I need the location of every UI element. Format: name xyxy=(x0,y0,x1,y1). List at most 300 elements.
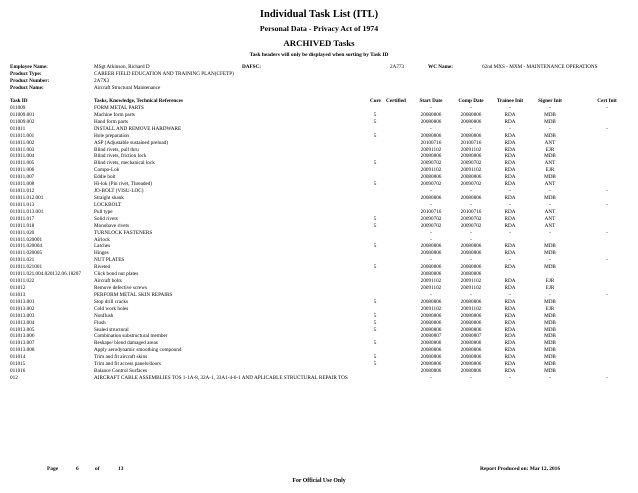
signer-init-cell: - xyxy=(549,125,551,132)
report-produced-date: Report Produced on: Mar 12, 2016 xyxy=(480,466,561,472)
task-name-cell: Trim and fit aircraft skins xyxy=(94,354,148,361)
trainee-init-cell: - xyxy=(509,188,511,195)
start-date-cell: 20100716 xyxy=(420,139,442,146)
product-name-value: Aircraft Structural Maintenance xyxy=(94,84,161,91)
task-name-cell: Blind rivets, friction lock xyxy=(94,153,147,160)
start-date-cell: - xyxy=(430,374,432,381)
official-use-notice: For Official Use Only xyxy=(292,478,346,484)
task-name-cell: Eddie bolt xyxy=(94,174,116,181)
trainee-init-cell: RDA xyxy=(504,222,516,229)
trainee-init-cell: RDA xyxy=(504,132,516,139)
core-cell: 5 xyxy=(373,319,377,326)
comp-date-cell: - xyxy=(470,188,472,195)
comp-date-cell: 20080806 xyxy=(460,194,482,201)
sort-note: Task headers will only be displayed when sorting by Task ID xyxy=(249,52,389,58)
task-name-cell: AIRCRAFT CABLE ASSEMBLIES TOS 1-1A-8, 32A-1, 33A1-4-6-1 AND APLICABLE STRUCTURAL REPAIR TOS xyxy=(94,374,348,381)
table-row xyxy=(10,188,632,195)
table-row xyxy=(10,285,632,292)
comp-date-cell: 20080806 xyxy=(460,368,482,375)
table-row xyxy=(10,257,632,264)
core-cell: 5 xyxy=(373,132,377,139)
task-id-cell: 011011.004 xyxy=(10,153,35,160)
signer-init-cell: - xyxy=(549,291,551,298)
task-name-cell: INSTALL AND REMOVE HARDWARE xyxy=(94,125,182,132)
core-cell: 5 xyxy=(373,222,377,229)
comp-date-cell: 20080806 xyxy=(460,319,482,326)
task-id-cell: 011011.022 xyxy=(10,278,35,285)
afsc-label: DAFSC: xyxy=(242,64,262,70)
signer-init-cell: MDB xyxy=(544,250,556,257)
task-name-cell: Remove defective screws xyxy=(94,284,148,291)
comp-date-cell: - xyxy=(470,229,472,236)
product-type-row xyxy=(10,71,632,78)
signer-init-cell: EJR xyxy=(545,146,555,153)
start-date-cell: 20080806 xyxy=(420,174,442,181)
col-cert-init[interactable]: Cert Init xyxy=(597,98,617,104)
table-row xyxy=(10,250,632,257)
table-row xyxy=(10,271,632,278)
task-name-cell: LOCKBOLT xyxy=(94,201,122,208)
core-cell: 5 xyxy=(373,298,377,305)
task-name-cell: Hand form parts xyxy=(94,118,128,125)
signer-init-cell: - xyxy=(549,257,551,264)
start-date-cell: 20080806 xyxy=(420,153,442,160)
core-cell: 5 xyxy=(373,181,377,188)
signer-init-cell: ANT xyxy=(544,208,556,215)
comp-date-cell: 20100716 xyxy=(460,139,482,146)
page-label: Page xyxy=(47,466,59,472)
comp-date-cell: - xyxy=(470,291,472,298)
task-name-cell: Stop drill cracks xyxy=(94,298,128,305)
start-date-cell: 20090702 xyxy=(420,181,442,188)
task-name-cell: Hi-lok (Pin rivet, Threaded) xyxy=(94,181,153,188)
trainee-init-cell: RDA xyxy=(504,243,516,250)
wc-value: 62nd MXS - MXM - MAINTENANCE OPERATIONS xyxy=(482,64,598,70)
cert-init-cell: - xyxy=(606,257,608,264)
task-id-cell: 011011.003 xyxy=(10,146,35,153)
table-row xyxy=(10,264,632,271)
comp-date-cell: 20080806 xyxy=(460,271,482,278)
trainee-init-cell: RDA xyxy=(504,326,516,333)
task-id-cell: 011011.018 xyxy=(10,222,35,229)
core-cell: 5 xyxy=(373,361,377,368)
start-date-cell: 20080806 xyxy=(420,347,442,354)
comp-date-cell: 20091102 xyxy=(460,305,482,312)
table-row xyxy=(10,237,632,244)
trainee-init-cell: RDA xyxy=(504,264,516,271)
start-date-cell: 20080806 xyxy=(420,132,442,139)
task-id-cell: 011012 xyxy=(10,284,26,291)
task-id-cell: 011016 xyxy=(10,368,26,375)
table-row xyxy=(10,216,632,223)
product-name-label: Product Name: xyxy=(10,84,44,91)
signer-init-cell: MDB xyxy=(544,243,556,250)
start-date-cell: - xyxy=(430,236,432,243)
employee-value: MSgt Atkinson, Richard D xyxy=(94,64,150,70)
start-date-cell: 20091102 xyxy=(420,305,442,312)
table-row xyxy=(10,333,632,340)
core-cell: 5 xyxy=(373,111,377,118)
task-name-cell: Latches xyxy=(94,243,111,250)
task-name-cell: Solid rivets xyxy=(94,215,118,222)
task-id-cell: 011009.002 xyxy=(10,118,35,125)
trainee-init-cell: - xyxy=(509,201,511,208)
comp-date-cell: 20090702 xyxy=(460,215,482,222)
task-id-cell: 011011.020 xyxy=(10,229,35,236)
comp-date-cell: 20080806 xyxy=(460,340,482,347)
task-name-cell: FORM METAL PARTS xyxy=(94,105,144,111)
product-name-row xyxy=(10,85,632,92)
task-id-cell: 011011.020005 xyxy=(10,250,43,257)
comp-date-cell: 20080806 xyxy=(460,174,482,181)
start-date-cell: - xyxy=(430,188,432,195)
trainee-init-cell: RDA xyxy=(504,354,516,361)
trainee-init-cell: RDA xyxy=(504,181,516,188)
comp-date-cell: 20080806 xyxy=(460,326,482,333)
table-row xyxy=(10,306,632,313)
comp-date-cell: - xyxy=(470,374,472,381)
task-name-cell: Pull type xyxy=(94,208,113,215)
signer-init-cell: EJR xyxy=(545,167,555,174)
table-row xyxy=(10,243,632,250)
task-id-cell: 012 xyxy=(10,374,18,381)
table-row xyxy=(10,375,632,382)
task-id-cell: 011013.002 xyxy=(10,305,35,312)
task-name-cell: Blind rivets, pull thru xyxy=(94,146,139,153)
signer-init-cell: ANT xyxy=(544,139,556,146)
signer-init-cell: MDB xyxy=(544,194,556,201)
task-name-cell: Aircraft bolts xyxy=(94,278,122,285)
comp-date-cell: 20080806 xyxy=(460,347,482,354)
signer-init-cell: MDB xyxy=(544,111,556,118)
trainee-init-cell: - xyxy=(509,291,511,298)
trainee-init-cell: RDA xyxy=(504,361,516,368)
table-row xyxy=(10,202,632,209)
task-id-cell: 011011.017 xyxy=(10,215,35,222)
signer-init-cell: MDB xyxy=(544,264,556,271)
table-row xyxy=(10,119,632,126)
task-name-cell: Nonflush xyxy=(94,312,114,319)
trainee-init-cell: - xyxy=(509,257,511,264)
signer-init-cell: MDB xyxy=(544,326,556,333)
task-id-cell: 011011.021 xyxy=(10,257,35,264)
cert-init-cell: - xyxy=(606,229,608,236)
table-row xyxy=(10,112,632,119)
task-name-cell: Combination substructural member xyxy=(94,333,168,340)
start-date-cell: 20080806 xyxy=(420,354,442,361)
page-number: 6 xyxy=(76,466,79,472)
comp-date-cell: 20090702 xyxy=(460,181,482,188)
report-title: Individual Task List (ITL) xyxy=(259,9,379,20)
product-type-value: CAREER FIELD EDUCATION AND TRAINING PLAN(CFETP) xyxy=(94,70,234,77)
comp-date-cell: 20090702 xyxy=(460,222,482,229)
col-task-id[interactable]: Task ID xyxy=(10,98,28,104)
trainee-init-cell: RDA xyxy=(504,333,516,340)
start-date-cell: 20091102 xyxy=(420,284,442,291)
cert-init-cell: - xyxy=(606,201,608,208)
signer-init-cell: MDB xyxy=(544,153,556,160)
trainee-init-cell: RDA xyxy=(504,368,516,375)
cert-init-cell: - xyxy=(606,125,608,132)
task-id-cell: 011011.007 xyxy=(10,174,35,181)
start-date-cell: 20080806 xyxy=(420,250,442,257)
task-name-cell: Straight shank xyxy=(94,194,124,201)
privacy-notice: Personal Data - Privacy Act of 1974 xyxy=(259,24,379,33)
task-name-cell: Trim and fit access panels/doors xyxy=(94,361,161,368)
trainee-init-cell: RDA xyxy=(504,139,516,146)
col-trainee-init[interactable]: Trainee Init xyxy=(496,98,524,104)
table-row xyxy=(10,320,632,327)
table-row xyxy=(10,133,632,140)
signer-init-cell: - xyxy=(549,201,551,208)
trainee-init-cell: RDA xyxy=(504,347,516,354)
start-date-cell: 20091102 xyxy=(420,278,442,285)
task-id-cell: 011011.002 xyxy=(10,139,35,146)
signer-init-cell: MDB xyxy=(544,354,556,361)
comp-date-cell: 20090702 xyxy=(460,160,482,167)
table-row xyxy=(10,126,632,133)
task-id-cell: 011013.003 xyxy=(10,312,35,319)
comp-date-cell: 20080806 xyxy=(460,361,482,368)
signer-init-cell: EJR xyxy=(545,284,555,291)
signer-init-cell: MDB xyxy=(544,347,556,354)
task-id-cell: 011011.021001 xyxy=(10,264,43,271)
employee-info xyxy=(10,64,632,92)
table-row xyxy=(10,140,632,147)
table-row xyxy=(10,160,632,167)
cert-init-cell: - xyxy=(606,374,608,381)
core-cell: 5 xyxy=(373,312,377,319)
start-date-cell: - xyxy=(430,125,432,132)
start-date-cell: - xyxy=(430,201,432,208)
table-header xyxy=(10,98,632,105)
employee-label: Employee Name: xyxy=(10,64,48,70)
task-name-cell: ASP (Adjustable sustained preload) xyxy=(94,139,169,146)
comp-date-cell: 20080806 xyxy=(460,250,482,257)
task-id-cell: 011013.004 xyxy=(10,319,35,326)
task-id-cell: 011013.001 xyxy=(10,298,35,305)
task-id-cell: 011011.006 xyxy=(10,167,35,174)
task-name-cell: Blind rivets, mechanical lock xyxy=(94,160,155,167)
start-date-cell: 20080806 xyxy=(420,111,442,118)
signer-init-cell: MDB xyxy=(544,368,556,375)
table-row xyxy=(10,327,632,334)
trainee-init-cell: RDA xyxy=(504,146,516,153)
trainee-init-cell: RDA xyxy=(504,319,516,326)
total-pages: 13 xyxy=(118,466,124,472)
task-name-cell: NUT PLATES xyxy=(94,257,125,264)
product-number-label: Product Number: xyxy=(10,77,50,84)
task-id-cell: 011011.012 xyxy=(10,188,35,195)
comp-date-cell: 20091102 xyxy=(460,146,482,153)
task-name-cell: Compo-Lok xyxy=(94,167,120,174)
task-name-cell: PERFORM METAL SKIN REPAIRS xyxy=(94,291,173,298)
comp-date-cell: - xyxy=(470,125,472,132)
signer-init-cell: EJR xyxy=(545,305,555,312)
start-date-cell: 20080806 xyxy=(420,243,442,250)
core-cell: 5 xyxy=(373,326,377,333)
task-name-cell: Apply aerodynamic smoothing compound xyxy=(94,347,182,354)
trainee-init-cell: - xyxy=(509,229,511,236)
signer-init-cell: - xyxy=(549,374,551,381)
start-date-cell: 20080806 xyxy=(420,264,442,271)
task-name-cell: TURNLOCK FASTENERS xyxy=(94,229,153,236)
core-cell: 5 xyxy=(373,354,377,361)
signer-init-cell: ANT xyxy=(544,181,556,188)
col-core[interactable]: Core xyxy=(370,98,381,104)
start-date-cell: 20080806 xyxy=(420,271,442,278)
table-row xyxy=(10,209,632,216)
col-start-date[interactable]: Start Date xyxy=(419,98,443,104)
signer-init-cell: MDB xyxy=(544,333,556,340)
signer-init-cell: ANT xyxy=(544,160,556,167)
trainee-init-cell: RDA xyxy=(504,153,516,160)
comp-date-cell: 20080806 xyxy=(460,312,482,319)
signer-init-cell: MDB xyxy=(544,174,556,181)
task-id-cell: 011013.007 xyxy=(10,340,35,347)
start-date-cell: 20090702 xyxy=(420,160,442,167)
trainee-init-cell: RDA xyxy=(504,250,516,257)
table-row xyxy=(10,361,632,368)
trainee-init-cell: RDA xyxy=(504,278,516,285)
task-id-cell: 011011 xyxy=(10,125,26,132)
signer-init-cell: MDB xyxy=(544,319,556,326)
trainee-init-cell: RDA xyxy=(504,312,516,319)
comp-date-cell: - xyxy=(470,201,472,208)
table-row xyxy=(10,153,632,160)
col-signer-init[interactable]: Signer Init xyxy=(538,98,562,104)
task-id-cell: 011011.001 xyxy=(10,132,35,139)
task-id-cell: 011013.005 xyxy=(10,326,35,333)
task-id-cell: 011011.020001 xyxy=(10,236,43,243)
trainee-init-cell: RDA xyxy=(504,208,516,215)
start-date-cell: 20100716 xyxy=(420,208,442,215)
comp-date-cell: 20091102 xyxy=(460,278,482,285)
task-name-cell: Hole preparation xyxy=(94,132,130,139)
comp-date-cell: 20080806 xyxy=(460,354,482,361)
comp-date-cell: 20080806 xyxy=(460,298,482,305)
table-row xyxy=(10,195,632,202)
start-date-cell: 20080807 xyxy=(420,333,442,340)
of-label: of xyxy=(95,466,100,472)
comp-date-cell: 20080806 xyxy=(460,153,482,160)
trainee-init-cell: RDA xyxy=(504,284,516,291)
start-date-cell: 20090702 xyxy=(420,215,442,222)
core-cell: 5 xyxy=(373,160,377,167)
start-date-cell: 20080806 xyxy=(420,312,442,319)
cert-init-cell: - xyxy=(606,188,608,195)
trainee-init-cell: RDA xyxy=(504,298,516,305)
signer-init-cell: MDB xyxy=(544,340,556,347)
signer-init-cell: MDB xyxy=(544,298,556,305)
task-name-cell: Monobave rivets xyxy=(94,222,130,229)
trainee-init-cell: - xyxy=(509,125,511,132)
afsc-value: 2A773 xyxy=(390,64,405,70)
signer-init-cell: MDB xyxy=(544,132,556,139)
comp-date-cell: 20080806 xyxy=(460,243,482,250)
trainee-init-cell: RDA xyxy=(504,174,516,181)
signer-init-cell: - xyxy=(549,105,551,111)
task-name-cell: Flush xyxy=(94,319,106,326)
trainee-init-cell: RDA xyxy=(504,305,516,312)
core-cell: 5 xyxy=(373,243,377,250)
task-name-cell: Sealed structural xyxy=(94,326,129,333)
col-certified[interactable]: Certified xyxy=(386,98,406,104)
start-date-cell: 20080806 xyxy=(420,319,442,326)
signer-init-cell: MDB xyxy=(544,312,556,319)
task-id-cell: 011011.013.001 xyxy=(10,208,44,215)
task-id-cell: 011011.008 xyxy=(10,181,35,188)
product-number-value: 2A7X3 xyxy=(94,77,110,84)
task-id-cell: 011009.001 xyxy=(10,111,35,118)
start-date-cell: 20080806 xyxy=(420,326,442,333)
task-name-cell: Balance Control Surfaces xyxy=(94,368,148,375)
task-id-cell: 011011.021.004.020132.06.18207 xyxy=(10,271,81,278)
task-name-cell: Reshape/ blend damaged areas xyxy=(94,340,158,347)
task-id-cell: 011014 xyxy=(10,354,26,361)
task-id-cell: 011011.013 xyxy=(10,201,35,208)
core-cell: 5 xyxy=(373,340,377,347)
comp-date-cell: 20091102 xyxy=(460,284,482,291)
comp-date-cell: 20100716 xyxy=(460,208,482,215)
cert-init-cell: - xyxy=(606,291,608,298)
table-row xyxy=(10,299,632,306)
table-row xyxy=(10,223,632,230)
start-date-cell: - xyxy=(430,105,432,111)
col-comp-date[interactable]: Comp Date xyxy=(458,98,484,104)
task-id-cell: 011013 xyxy=(10,291,26,298)
signer-init-cell: MDB xyxy=(544,118,556,125)
task-id-cell: 011009 xyxy=(10,105,26,111)
signer-init-cell: EJR xyxy=(545,278,555,285)
table-row xyxy=(10,278,632,285)
trainee-init-cell: RDA xyxy=(504,215,516,222)
trainee-init-cell: RDA xyxy=(504,118,516,125)
task-id-cell: 011015 xyxy=(10,361,26,368)
col-task[interactable]: Tasks, Knowledge, Technical References xyxy=(94,98,183,104)
section-title: ARCHIVED Tasks xyxy=(283,38,355,48)
core-cell: 5 xyxy=(373,118,377,125)
trainee-init-cell: RDA xyxy=(504,160,516,167)
start-date-cell: - xyxy=(430,257,432,264)
table-row xyxy=(10,230,632,237)
start-date-cell: - xyxy=(430,229,432,236)
table-row xyxy=(10,340,632,347)
comp-date-cell: 20080806 xyxy=(460,118,482,125)
task-id-cell: 011013.006 xyxy=(10,333,35,340)
product-type-label: Product Type: xyxy=(10,70,42,77)
signer-init-cell: ANT xyxy=(544,215,556,222)
comp-date-cell: - xyxy=(470,257,472,264)
task-id-cell: 011011.020004 xyxy=(10,243,43,250)
signer-init-cell: - xyxy=(549,188,551,195)
table-row xyxy=(10,105,632,112)
table-row xyxy=(10,167,632,174)
task-id-cell: 011011.005 xyxy=(10,160,35,167)
product-number-row xyxy=(10,78,632,85)
table-row xyxy=(10,313,632,320)
task-table xyxy=(10,105,632,382)
task-name-cell: Cold work holes xyxy=(94,305,129,312)
trainee-init-cell: RDA xyxy=(504,340,516,347)
start-date-cell: 20080806 xyxy=(420,118,442,125)
signer-init-cell: MDB xyxy=(544,361,556,368)
table-row xyxy=(10,368,632,375)
task-id-cell: 011013.008 xyxy=(10,347,35,354)
trainee-init-cell: RDA xyxy=(504,167,516,174)
trainee-init-cell: RDA xyxy=(504,111,516,118)
core-cell: 5 xyxy=(373,264,377,271)
